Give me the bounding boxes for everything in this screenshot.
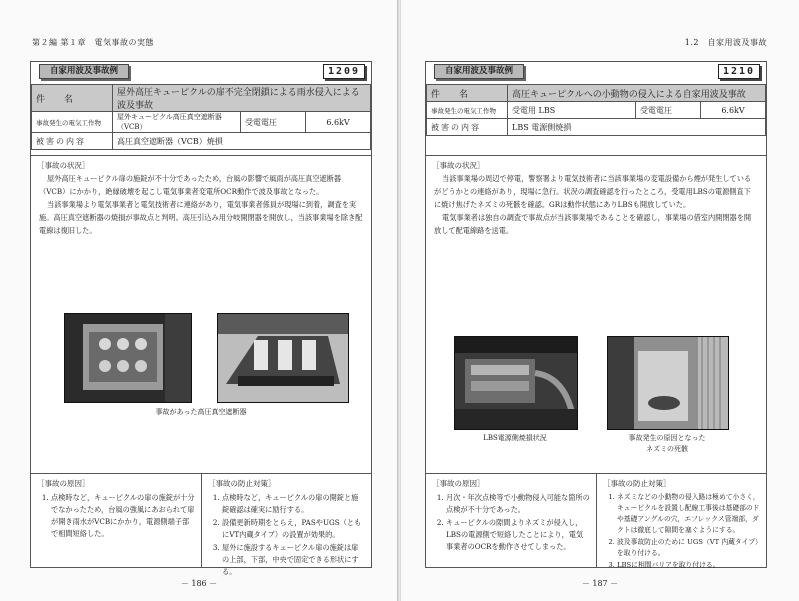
photo-caption: 事故があった高圧真空遮断器 [155, 408, 247, 416]
case-info-table [426, 84, 766, 136]
cause-prevention-section [31, 473, 371, 576]
facility-value: 屋外キューピクル高圧真空遮断器（VCB） [113, 112, 241, 133]
prevention-item: 2. 設備更新時期をとらえ，PASやUGS（ともにVT内蔵タイプ）の設置が効果的。 [222, 517, 365, 541]
photo-caption [607, 433, 727, 455]
cause-title: ［事故の原因］ [37, 479, 90, 488]
running-head: 1.2 自家用波及事故 [684, 38, 767, 47]
situation-paragraph: 当該事業場の周辺で停電，警察署より電気技術者に当該事業場の変電設備から煙が発生しているがどうかとの連絡があり，現場に急行。状況の調査確認を行ったところ，受電用LBSの電源側直下に焼け焦げたネズミの死骸を確認。GRは動作状態にありLBSも開放していた。 [434, 174, 752, 209]
case-info-table [31, 84, 371, 150]
damage-label: 被害の内容 [427, 119, 508, 136]
cause-column [31, 474, 202, 568]
prevention-column [597, 474, 766, 568]
lbs-photo [454, 336, 578, 430]
case-frame-1210 [425, 61, 767, 568]
cause-prevention-section [426, 473, 766, 568]
vcb-photo-2 [217, 313, 349, 403]
voltage-label: 受電電圧 [636, 102, 701, 119]
damage-value: 高圧真空遮断器（VCB）焼損 [113, 133, 371, 150]
situation-section [31, 155, 371, 474]
prevention-column [202, 474, 371, 576]
right-page [401, 0, 799, 601]
photo-caption: LBS電源側焼損状況 [483, 434, 547, 442]
rat-photo [607, 336, 729, 430]
case-number: 1209 [323, 64, 365, 79]
vcb-photo-1 [64, 313, 192, 403]
damage-value: LBS 電源側焼損 [508, 119, 766, 136]
damage-label: 被害の内容 [32, 133, 113, 150]
case-header [31, 62, 371, 80]
voltage-label: 受電電圧 [241, 112, 306, 133]
voltage-value: 6.6kV [306, 112, 371, 133]
situation-paragraph: 当該事業場より電気事業者と電気技術者に連絡があり，電気事業者係員が現場に到着，調査を実施。高圧真空遮断器の焼損が事故点と判明。高圧引込み用分岐開閉器を開放し，当該事業場を除き配電線は復旧した。 [39, 200, 363, 235]
prevention-title: ［事故の防止対策］ [208, 479, 276, 488]
photo-caption-line: ネズミの死骸 [646, 445, 688, 453]
case-frame-1209 [30, 61, 372, 576]
page-number: － 186 － [180, 579, 218, 588]
prevention-item: 1. ネズミなどの小動物の侵入路は極めて小さく，キューピクルを設置し配線工事後は基礎部のドや基礎アングルの穴，エフレックス管端部，ダクトは徹底して隙間を塞ぐようにする。 [617, 492, 760, 536]
title-label: 件 名 [32, 85, 113, 112]
voltage-value: 6.6kV [701, 102, 766, 119]
prevention-title: ［事故の防止対策］ [603, 479, 671, 488]
facility-value: 受電用 LBS [508, 102, 636, 119]
case-title: 高圧キューピクルへの小動物の侵入による自家用波及事故 [508, 85, 766, 102]
section-label: 自家用波及事故例 [39, 64, 129, 79]
prevention-item: 3. LBSに相間バリアを取り付ける。 [617, 560, 760, 571]
running-head: 第２編 第１章 電気事故の実態 [32, 38, 155, 47]
title-label: 件 名 [427, 85, 508, 102]
cause-item: 1. 点検時など，キューピクルの扉の施錠が十分でなかったため，台風の強風にあおられて扉が開き雨水がVCBにかかり，電源側端子部で相間短絡した。 [51, 492, 195, 540]
cause-column [426, 474, 597, 568]
page-number: － 187 － [581, 579, 619, 588]
case-number: 1210 [718, 64, 760, 79]
case-title: 屋外高圧キューピクルの扉不完全閉鎖による雨水侵入による波及事故 [113, 85, 371, 112]
prevention-item: 3. 屋外に施設するキューピクル扉の施錠は扉の上部，下部，中央で固定できる形状にする。 [222, 542, 365, 578]
prevention-item: 2. 波及事故防止のために UGS（VT 内蔵タイプ）を取り付ける。 [617, 537, 760, 559]
case-header [426, 62, 766, 80]
situation-title: ［事故の状況］ [432, 161, 485, 170]
left-page [0, 0, 398, 601]
cause-item: 1. 月次・年次点検等で小動物侵入可能な箇所の点検が不十分であった。 [446, 492, 590, 516]
photo-caption-line: 事故発生の原因となった [628, 434, 706, 442]
situation-section [426, 155, 766, 474]
facility-label: 事故発生の電気工作物 [32, 112, 113, 133]
situation-paragraph: 屋外高圧キューピクル扉の施錠が不十分であったため，台風の影響で風雨が高圧真空遮断器（VCB）にかかり，絶縁破壊を起こし電気事業者変電所OCR動作で波及事故となった。 [39, 174, 342, 196]
situation-paragraph: 電気事業者は独自の調査で事故点が当該事業場であることを確認し，事業場の借室内開閉器を開放して配電線路を送電。 [434, 213, 752, 235]
prevention-item: 1. 点検時など，キューピクルの扉の開錠と施錠確認は確実に励行する。 [222, 492, 365, 516]
situation-title: ［事故の状況］ [37, 161, 90, 170]
cause-item: 2. キューピクルの隙間よりネズミが侵入し，LBSの電源側で短絡したことにより，電気事業者のOCRを動作させてしまった。 [446, 517, 590, 553]
section-label: 自家用波及事故例 [434, 64, 524, 79]
cause-title: ［事故の原因］ [432, 479, 485, 488]
facility-label: 事故発生の電気工作物 [427, 102, 508, 119]
